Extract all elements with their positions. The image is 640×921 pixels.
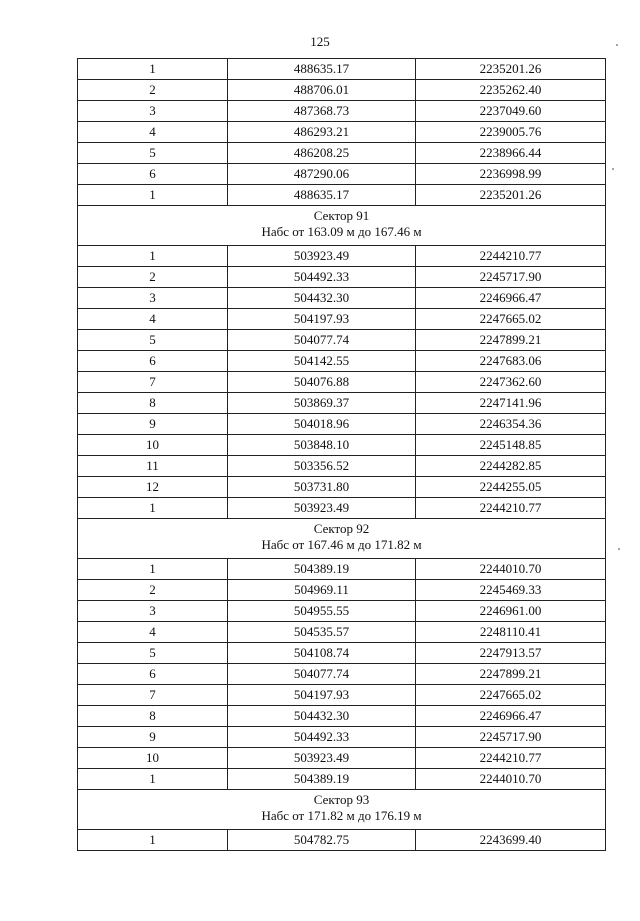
x-coordinate-cell: 503848.10	[228, 435, 416, 456]
point-number-cell: 3	[78, 101, 228, 122]
table-row	[78, 393, 606, 414]
x-coordinate-cell: 503356.52	[228, 456, 416, 477]
x-coordinate-cell: 486208.25	[228, 143, 416, 164]
point-number-cell: 7	[78, 685, 228, 706]
table-row	[78, 330, 606, 351]
sector-header	[78, 206, 606, 246]
sector-title: Сектор 92	[313, 521, 370, 536]
point-number-cell: 8	[78, 706, 228, 727]
scan-speck	[618, 548, 620, 550]
y-coordinate-cell: 2238966.44	[416, 143, 606, 164]
x-coordinate-cell: 504492.33	[228, 267, 416, 288]
x-coordinate-cell: 504969.11	[228, 580, 416, 601]
y-coordinate-cell: 2246354.36	[416, 414, 606, 435]
table-row	[78, 101, 606, 122]
table-row	[78, 601, 606, 622]
point-number-cell: 6	[78, 164, 228, 185]
table-row	[78, 80, 606, 101]
sector-height-range: Набс от 171.82 м до 176.19 м	[261, 808, 422, 823]
point-number-cell: 1	[78, 559, 228, 580]
point-number-cell: 4	[78, 309, 228, 330]
scan-speck	[616, 44, 618, 46]
y-coordinate-cell: 2245148.85	[416, 435, 606, 456]
y-coordinate-cell: 2239005.76	[416, 122, 606, 143]
x-coordinate-cell: 504077.74	[228, 664, 416, 685]
point-number-cell: 5	[78, 643, 228, 664]
x-coordinate-cell: 504389.19	[228, 559, 416, 580]
point-number-cell: 1	[78, 769, 228, 790]
table-row	[78, 164, 606, 185]
y-coordinate-cell: 2247665.02	[416, 685, 606, 706]
table-row	[78, 769, 606, 790]
x-coordinate-cell: 488635.17	[228, 185, 416, 206]
sector-header	[78, 790, 606, 830]
page-number: 125	[310, 34, 330, 49]
x-coordinate-cell: 488706.01	[228, 80, 416, 101]
x-coordinate-cell: 503923.49	[228, 246, 416, 267]
sector-title: Сектор 93	[313, 792, 370, 807]
point-number-cell: 10	[78, 748, 228, 769]
table-row	[78, 143, 606, 164]
point-number-cell: 5	[78, 330, 228, 351]
point-number-cell: 9	[78, 414, 228, 435]
x-coordinate-cell: 487368.73	[228, 101, 416, 122]
x-coordinate-cell: 504782.75	[228, 830, 416, 851]
y-coordinate-cell: 2247141.96	[416, 393, 606, 414]
point-number-cell: 7	[78, 372, 228, 393]
table-row	[78, 414, 606, 435]
y-coordinate-cell: 2247899.21	[416, 330, 606, 351]
y-coordinate-cell: 2245717.90	[416, 267, 606, 288]
table-row	[78, 643, 606, 664]
sector-title: Сектор 91	[313, 208, 370, 223]
table-row	[78, 122, 606, 143]
point-number-cell: 9	[78, 727, 228, 748]
sector-header-row	[78, 206, 606, 246]
x-coordinate-cell: 504432.30	[228, 706, 416, 727]
x-coordinate-cell: 504197.93	[228, 685, 416, 706]
point-number-cell: 2	[78, 267, 228, 288]
scan-speck	[612, 168, 614, 170]
x-coordinate-cell: 504492.33	[228, 727, 416, 748]
y-coordinate-cell: 2235201.26	[416, 185, 606, 206]
y-coordinate-cell: 2243699.40	[416, 830, 606, 851]
coordinates-table	[77, 58, 606, 851]
table-row	[78, 246, 606, 267]
point-number-cell: 3	[78, 288, 228, 309]
x-coordinate-cell: 504076.88	[228, 372, 416, 393]
y-coordinate-cell: 2247913.57	[416, 643, 606, 664]
table-row	[78, 685, 606, 706]
y-coordinate-cell: 2244010.70	[416, 559, 606, 580]
table-row	[78, 559, 606, 580]
y-coordinate-cell: 2244210.77	[416, 498, 606, 519]
table-row	[78, 435, 606, 456]
y-coordinate-cell: 2246966.47	[416, 288, 606, 309]
table-row	[78, 622, 606, 643]
sector-header	[78, 519, 606, 559]
table-row	[78, 706, 606, 727]
sector-height-range: Набс от 167.46 м до 171.82 м	[261, 537, 422, 552]
y-coordinate-cell: 2237049.60	[416, 101, 606, 122]
y-coordinate-cell: 2245717.90	[416, 727, 606, 748]
y-coordinate-cell: 2247683.06	[416, 351, 606, 372]
coordinates-table-body	[78, 59, 606, 851]
table-row	[78, 664, 606, 685]
x-coordinate-cell: 503923.49	[228, 498, 416, 519]
point-number-cell: 2	[78, 80, 228, 101]
point-number-cell: 4	[78, 622, 228, 643]
point-number-cell: 4	[78, 122, 228, 143]
x-coordinate-cell: 486293.21	[228, 122, 416, 143]
table-row	[78, 288, 606, 309]
point-number-cell: 11	[78, 456, 228, 477]
table-row	[78, 309, 606, 330]
y-coordinate-cell: 2245469.33	[416, 580, 606, 601]
point-number-cell: 1	[78, 498, 228, 519]
y-coordinate-cell: 2247899.21	[416, 664, 606, 685]
x-coordinate-cell: 504197.93	[228, 309, 416, 330]
sector-header-row	[78, 519, 606, 559]
table-row	[78, 267, 606, 288]
x-coordinate-cell: 487290.06	[228, 164, 416, 185]
y-coordinate-cell: 2247665.02	[416, 309, 606, 330]
table-row	[78, 185, 606, 206]
y-coordinate-cell: 2244255.05	[416, 477, 606, 498]
y-coordinate-cell: 2235262.40	[416, 80, 606, 101]
table-row	[78, 830, 606, 851]
x-coordinate-cell: 488635.17	[228, 59, 416, 80]
y-coordinate-cell: 2247362.60	[416, 372, 606, 393]
point-number-cell: 1	[78, 830, 228, 851]
x-coordinate-cell: 504389.19	[228, 769, 416, 790]
x-coordinate-cell: 504535.57	[228, 622, 416, 643]
table-row	[78, 456, 606, 477]
y-coordinate-cell: 2235201.26	[416, 59, 606, 80]
table-row	[78, 727, 606, 748]
table-row	[78, 748, 606, 769]
x-coordinate-cell: 504077.74	[228, 330, 416, 351]
table-row	[78, 351, 606, 372]
y-coordinate-cell: 2246961.00	[416, 601, 606, 622]
point-number-cell: 1	[78, 185, 228, 206]
point-number-cell: 12	[78, 477, 228, 498]
table-row	[78, 477, 606, 498]
y-coordinate-cell: 2244210.77	[416, 246, 606, 267]
table-row	[78, 372, 606, 393]
x-coordinate-cell: 504955.55	[228, 601, 416, 622]
point-number-cell: 2	[78, 580, 228, 601]
table-row	[78, 580, 606, 601]
point-number-cell: 1	[78, 59, 228, 80]
x-coordinate-cell: 504432.30	[228, 288, 416, 309]
x-coordinate-cell: 503869.37	[228, 393, 416, 414]
sector-header-row	[78, 790, 606, 830]
table-row	[78, 59, 606, 80]
y-coordinate-cell: 2236998.99	[416, 164, 606, 185]
point-number-cell: 1	[78, 246, 228, 267]
sector-height-range: Набс от 163.09 м до 167.46 м	[261, 224, 422, 239]
x-coordinate-cell: 503923.49	[228, 748, 416, 769]
point-number-cell: 8	[78, 393, 228, 414]
point-number-cell: 10	[78, 435, 228, 456]
y-coordinate-cell: 2244010.70	[416, 769, 606, 790]
point-number-cell: 6	[78, 664, 228, 685]
x-coordinate-cell: 503731.80	[228, 477, 416, 498]
point-number-cell: 6	[78, 351, 228, 372]
point-number-cell: 3	[78, 601, 228, 622]
y-coordinate-cell: 2244210.77	[416, 748, 606, 769]
x-coordinate-cell: 504142.55	[228, 351, 416, 372]
y-coordinate-cell: 2244282.85	[416, 456, 606, 477]
y-coordinate-cell: 2248110.41	[416, 622, 606, 643]
point-number-cell: 5	[78, 143, 228, 164]
x-coordinate-cell: 504018.96	[228, 414, 416, 435]
table-row	[78, 498, 606, 519]
x-coordinate-cell: 504108.74	[228, 643, 416, 664]
y-coordinate-cell: 2246966.47	[416, 706, 606, 727]
